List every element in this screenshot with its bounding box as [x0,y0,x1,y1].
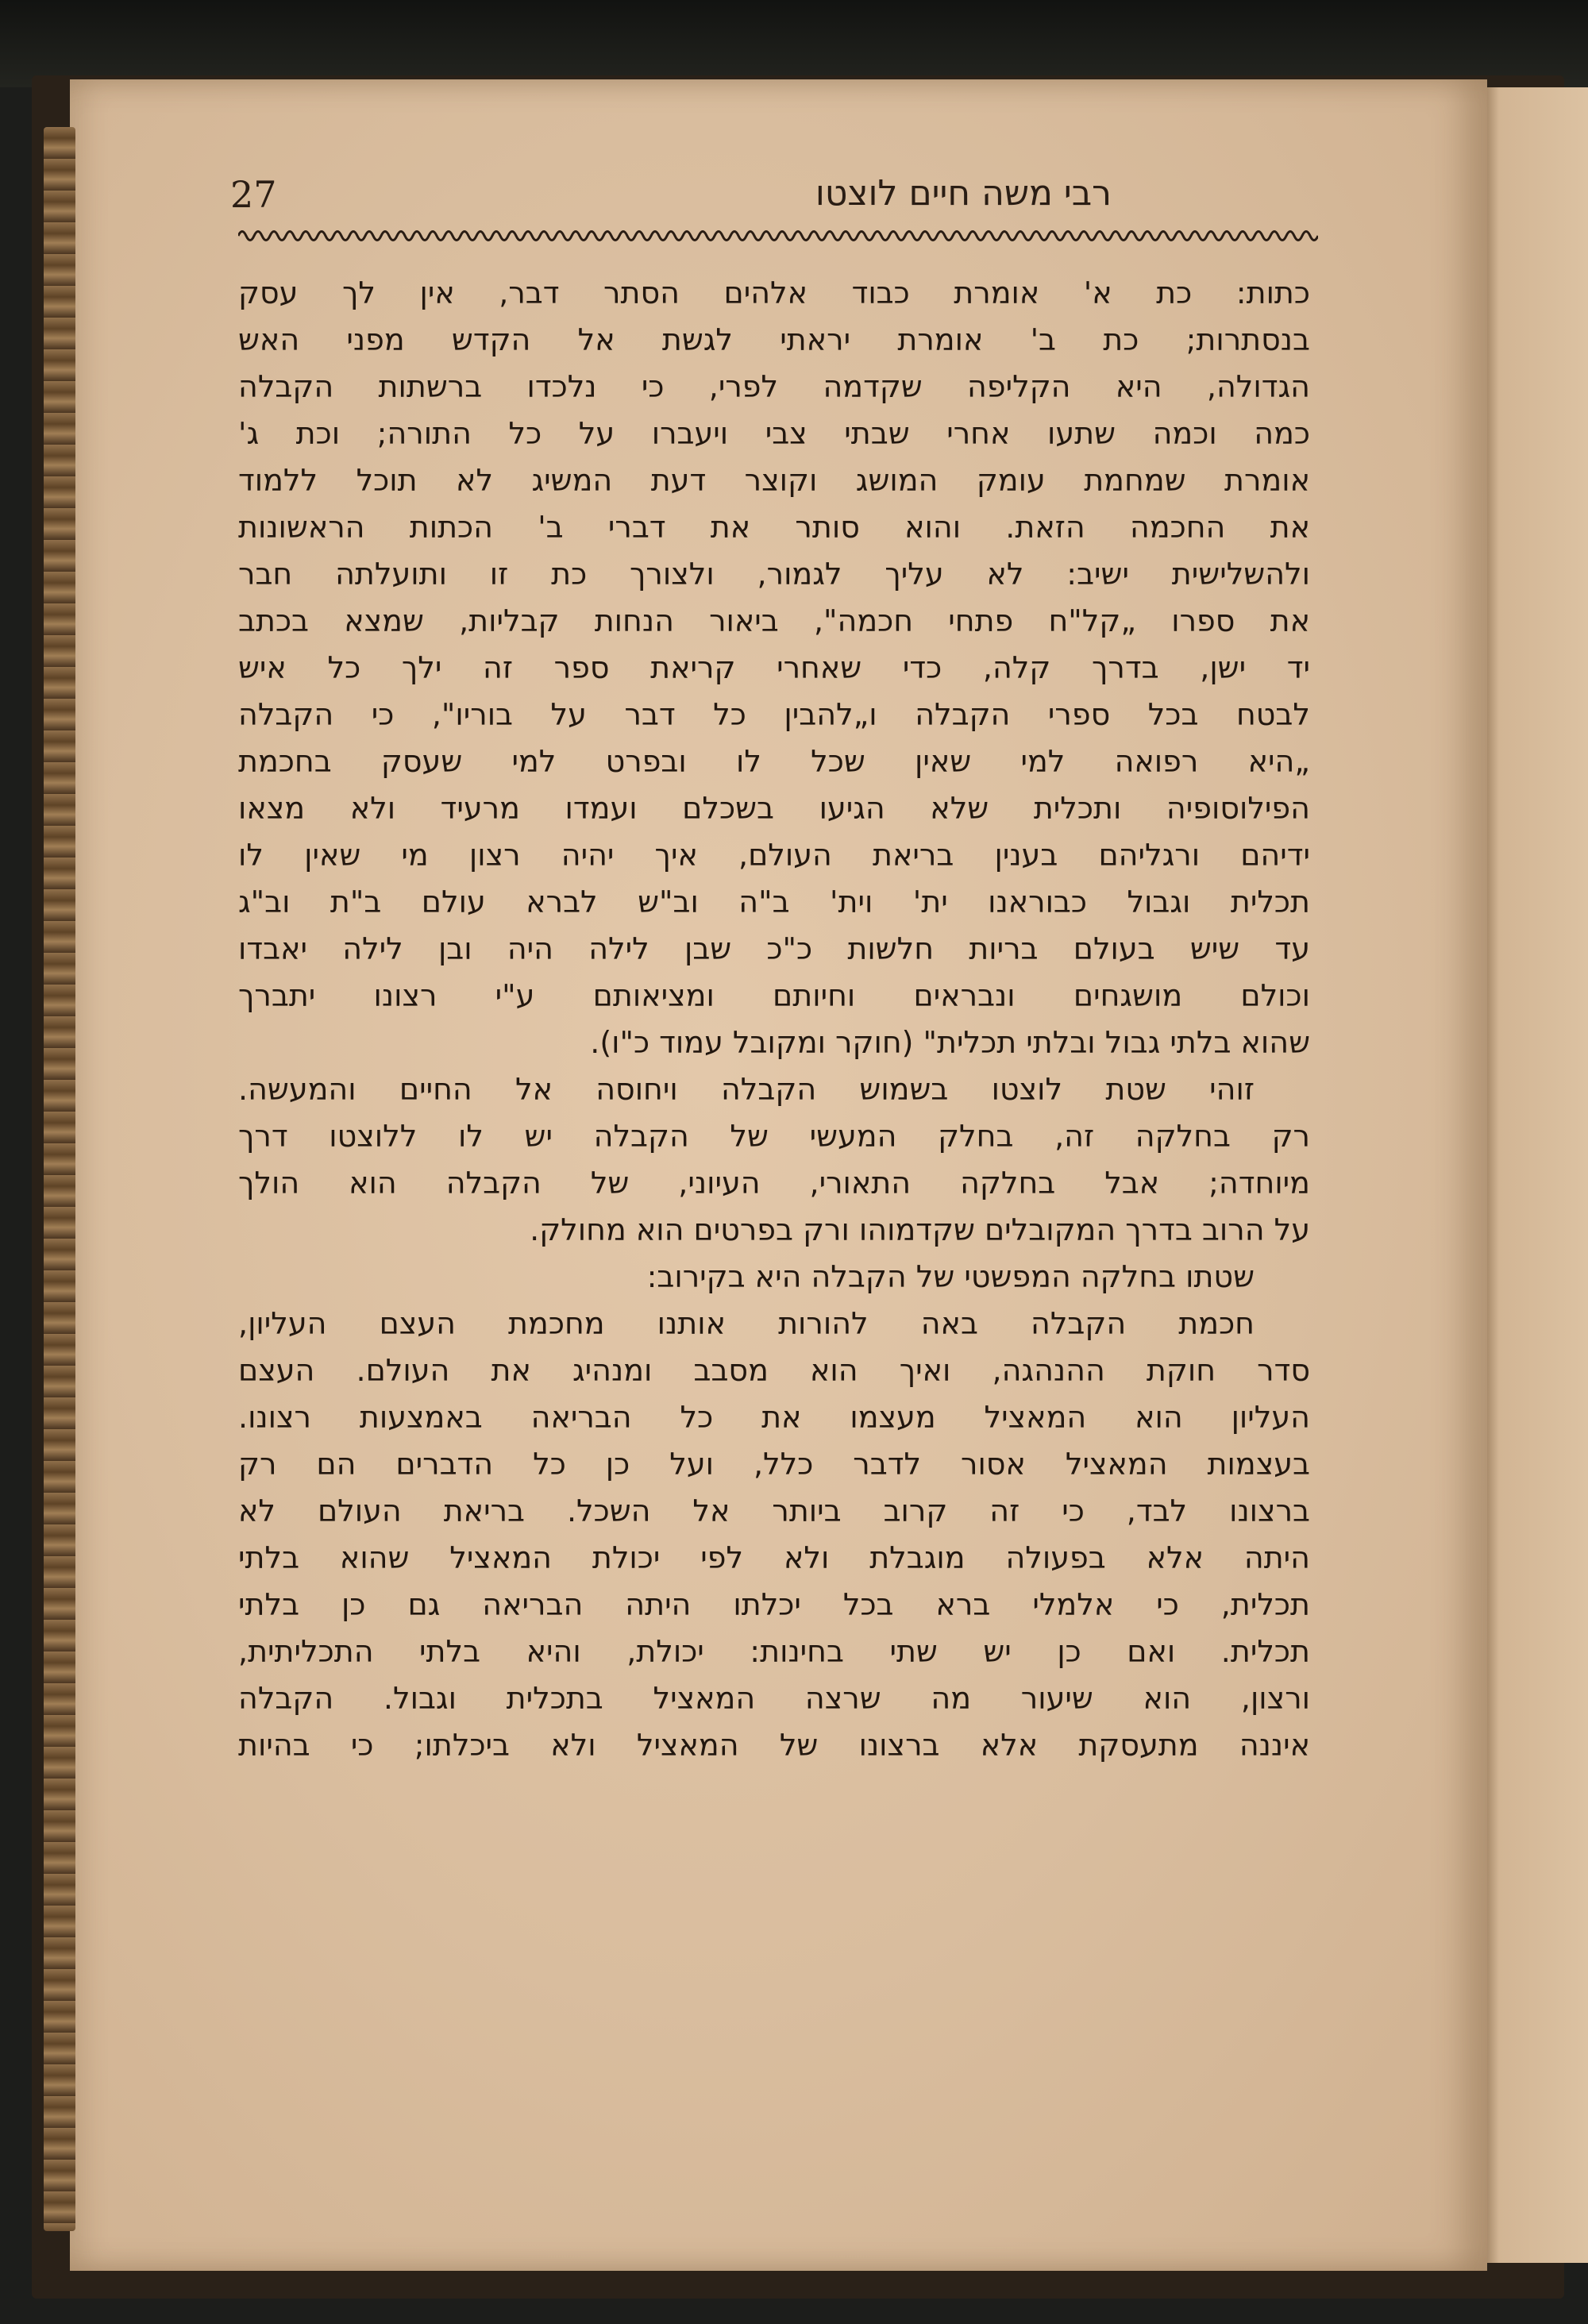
text-line: לבטח בכל ספרי הקבלה ו„להבין כל דבר על בוריו", כי הקבלה [238,697,1310,732]
text-line: כמה וכמה שתעו אחרי שבתי צבי ויעברו על כל התורה; וכת ג' [238,416,1310,451]
body-text [238,270,1310,1769]
text-line: יד ישן, בדרך קלה, כדי שאחרי קריאת ספר זה ילך כל איש [238,650,1310,685]
text-line: את ספרו „קל"ח פתחי חכמה", ביאור הנחות קבליות, שמצא בכתב [238,603,1310,638]
running-title: רבי משה חיים לוצטו [815,173,1112,214]
text-line: תכלית, כי אלמלי ברא בכל יכלתו היתה הבריאה גם כן בלתי [238,1587,1310,1622]
header-ornament-rule [238,224,1318,248]
text-line: „היא רפואה למי שאין שכל לו ובפרט למי שעסק בחכמת [238,744,1310,779]
text-line: הפילוסופיה ותכלית שלא הגיעו בשכלם ועמדו מרעיד ולא מצאו [238,791,1310,826]
text-line: על הרוב בדרך המקובלים שקדמוהו ורק בפרטים הוא מחולק. [530,1212,1310,1247]
page-header [183,173,1294,221]
text-line: אומרת שמחמת עומק המושג וקוצר דעת המשיג לא תוכל ללמוד [238,463,1310,498]
text-line: וכולם מושגחים ונבראים וחיותם ומציאותם ע"י רצונו יתברך [238,978,1310,1013]
text-line: שטתו בחלקה המפשטי של הקבלה היא בקירוב: [646,1259,1255,1294]
text-line: העליון הוא המאציל מעצמו את כל הבריאה באמצעות רצונו. [238,1400,1310,1435]
text-line: כתות: כת א' אומרת כבוד אלהים הסתר דבר, אין לך עסק [238,276,1310,310]
text-line: שהוא בלתי גבול ובלתי תכלית" (חוקר ומקובל עמוד כ"ו). [590,1025,1310,1060]
text-line: בעצמות המאציל אסור לדבר כלל, ועל כן כל הדברים הם רק [238,1447,1310,1482]
text-line: עד שיש בעולם בריות חלשות כ"כ שבן לילה היה ובן לילה יאבדו [238,931,1310,966]
text-line: את החכמה הזאת. והוא סותר את דברי ב' הכתות הראשונות [238,510,1310,545]
text-line: מיוחדה; אבל בחלקה התאורי, העיוני, של הקבלה הוא הולך [238,1166,1310,1201]
text-line: איננה מתעסקת אלא ברצונו של המאציל ולא ביכלתו; כי בהיות [238,1728,1310,1763]
text-line: היתה אלא בפעולה מוגבלת ולא לפי יכולת המאציל שהוא בלתי [238,1540,1310,1575]
text-line: זוהי שטת לוצטו בשמוש הקבלה ויחוסה אל החיים והמעשה. [238,1072,1255,1107]
text-line: ולהשלישית ישיב: לא עליך לגמור, ולצורך כת זו ותועלתה חבר [238,557,1310,592]
facing-page-edge [1483,87,1588,2263]
page-edge-binding [44,127,75,2231]
text-line: בנסתרות; כת ב' אומרת יראתי לגשת אל הקדש מפני האש [238,322,1310,357]
text-line: ורצון, הוא שיעור מה שרצה המאציל בתכלית וגבול. הקבלה [238,1681,1310,1716]
text-line: תכלית וגבול כבוראנו ית' וית' ב"ה וב"ש לברא עולם ב"ת וב"ג [238,885,1310,919]
text-line: הגדולה, היא הקליפה שקדמה לפרי, כי נלכדו ברשתות הקבלה [238,369,1310,404]
text-line: ברצונו לבד, כי זה קרוב ביותר אל השכל. בריאת העולם לא [238,1493,1310,1528]
background-top [0,0,1588,87]
text-line: רק בחלקה זה, בחלק המעשי של הקבלה יש לו ללוצטו דרך [238,1119,1310,1154]
page-number: 27 [230,173,277,216]
text-line: תכלית. ואם כן יש שתי בחינות: יכולת, והיא בלתי התכליתית, [238,1634,1310,1669]
text-line: ידיהם ורגליהם בענין בריאת העולם, איך יהיה רצון מי שאין לו [238,838,1310,873]
text-line: חכמת הקבלה באה להורות אותנו מחכמת העצם העליון, [238,1306,1255,1341]
text-line: סדר חוקת ההנהגה, ואיך הוא מסבב ומנהיג את העולם. העצם [238,1353,1310,1388]
